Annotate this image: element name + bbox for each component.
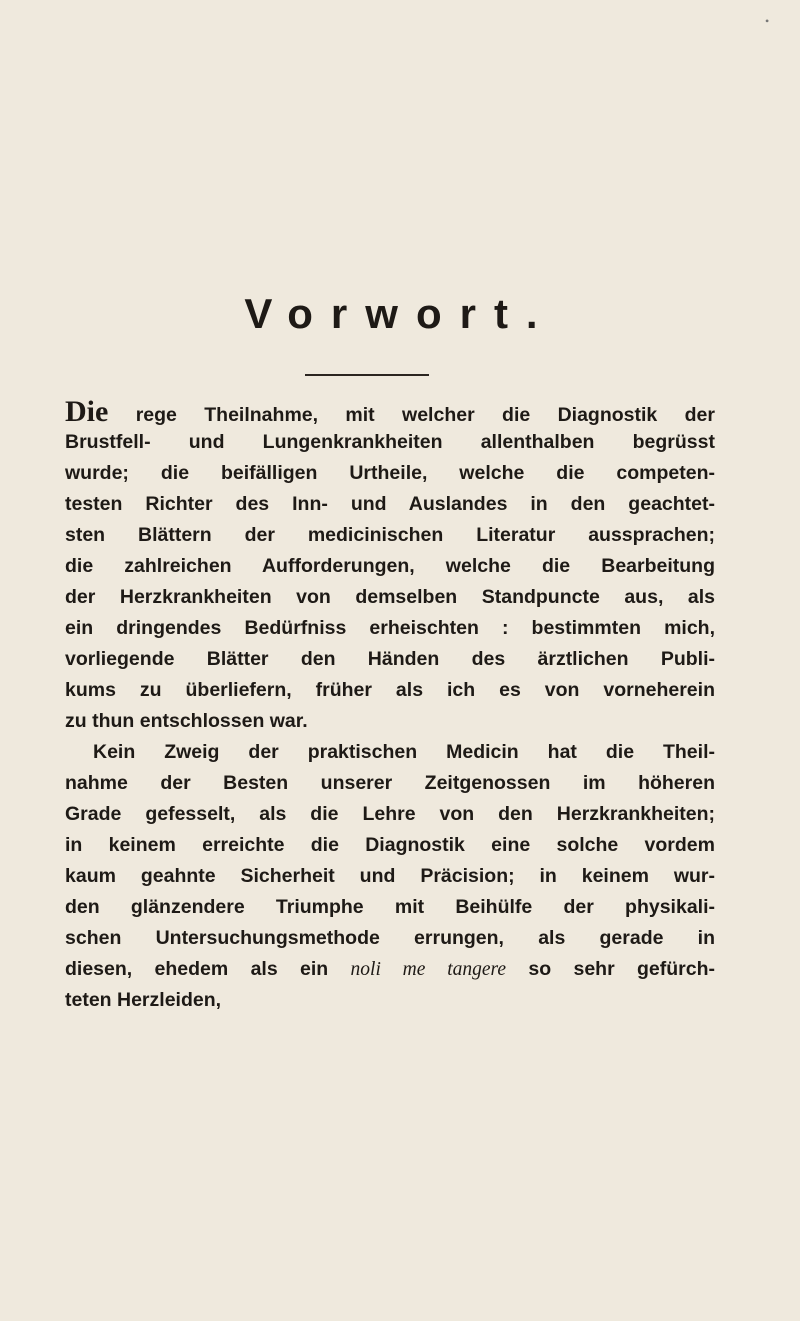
text-line: Die rege Theilnahme, mit welcher die Diagnostik der: [65, 395, 715, 428]
latin-phrase: noli me tangere: [350, 959, 507, 980]
text-line: testen Richter des Inn- und Auslandes in den geachtet-: [65, 493, 715, 515]
title-divider: [305, 374, 429, 376]
text-line: teten Herzleiden,: [65, 989, 222, 1011]
text-line: kaum geahnte Sicherheit und Präcision; in keinem wur-: [65, 865, 715, 887]
text-line: schen Untersuchungsmethode errungen, als gerade in: [65, 927, 715, 949]
page-title: Vorwort.: [244, 290, 556, 337]
drop-cap-word: Die: [65, 395, 109, 428]
text-line: vorliegende Blätter den Händen des ärztlichen Publi-: [65, 648, 715, 670]
text-line: in keinem erreichte die Diagnostik eine solche vordem: [65, 834, 715, 856]
preface-body: [65, 396, 715, 1016]
text-line: Grade gefesselt, als die Lehre von den Herzkrankheiten;: [65, 803, 715, 825]
text-line: wurde; die beifälligen Urtheile, welche die competen-: [65, 462, 715, 484]
text-line: ein dringendes Bedürfniss erheischten : bestimmten mich,: [65, 617, 715, 639]
text-line: nahme der Besten unserer Zeitgenossen im höheren: [65, 772, 715, 794]
text-line: die zahlreichen Aufforderungen, welche die Bearbeitung: [65, 555, 715, 577]
text-line: den glänzendere Triumphe mit Beihülfe der physikali-: [65, 896, 715, 918]
text-line: diesen, ehedem als ein noli me tangere so sehr gefürch-: [65, 958, 716, 980]
text-line: zu thun entschlossen war.: [65, 710, 308, 732]
text-line: sten Blättern der medicinischen Literatur aussprachen;: [65, 524, 715, 546]
text-line: kums zu überliefern, früher als ich es von vorneherein: [65, 679, 715, 701]
text-line: Brustfell- und Lungenkrankheiten allenthalben begrüsst: [65, 431, 715, 453]
corner-mark: •: [765, 14, 770, 28]
text-line: der Herzkrankheiten von demselben Standpuncte aus, als: [65, 586, 715, 608]
text-line: Kein Zweig der praktischen Medicin hat die Theil-: [93, 741, 715, 763]
